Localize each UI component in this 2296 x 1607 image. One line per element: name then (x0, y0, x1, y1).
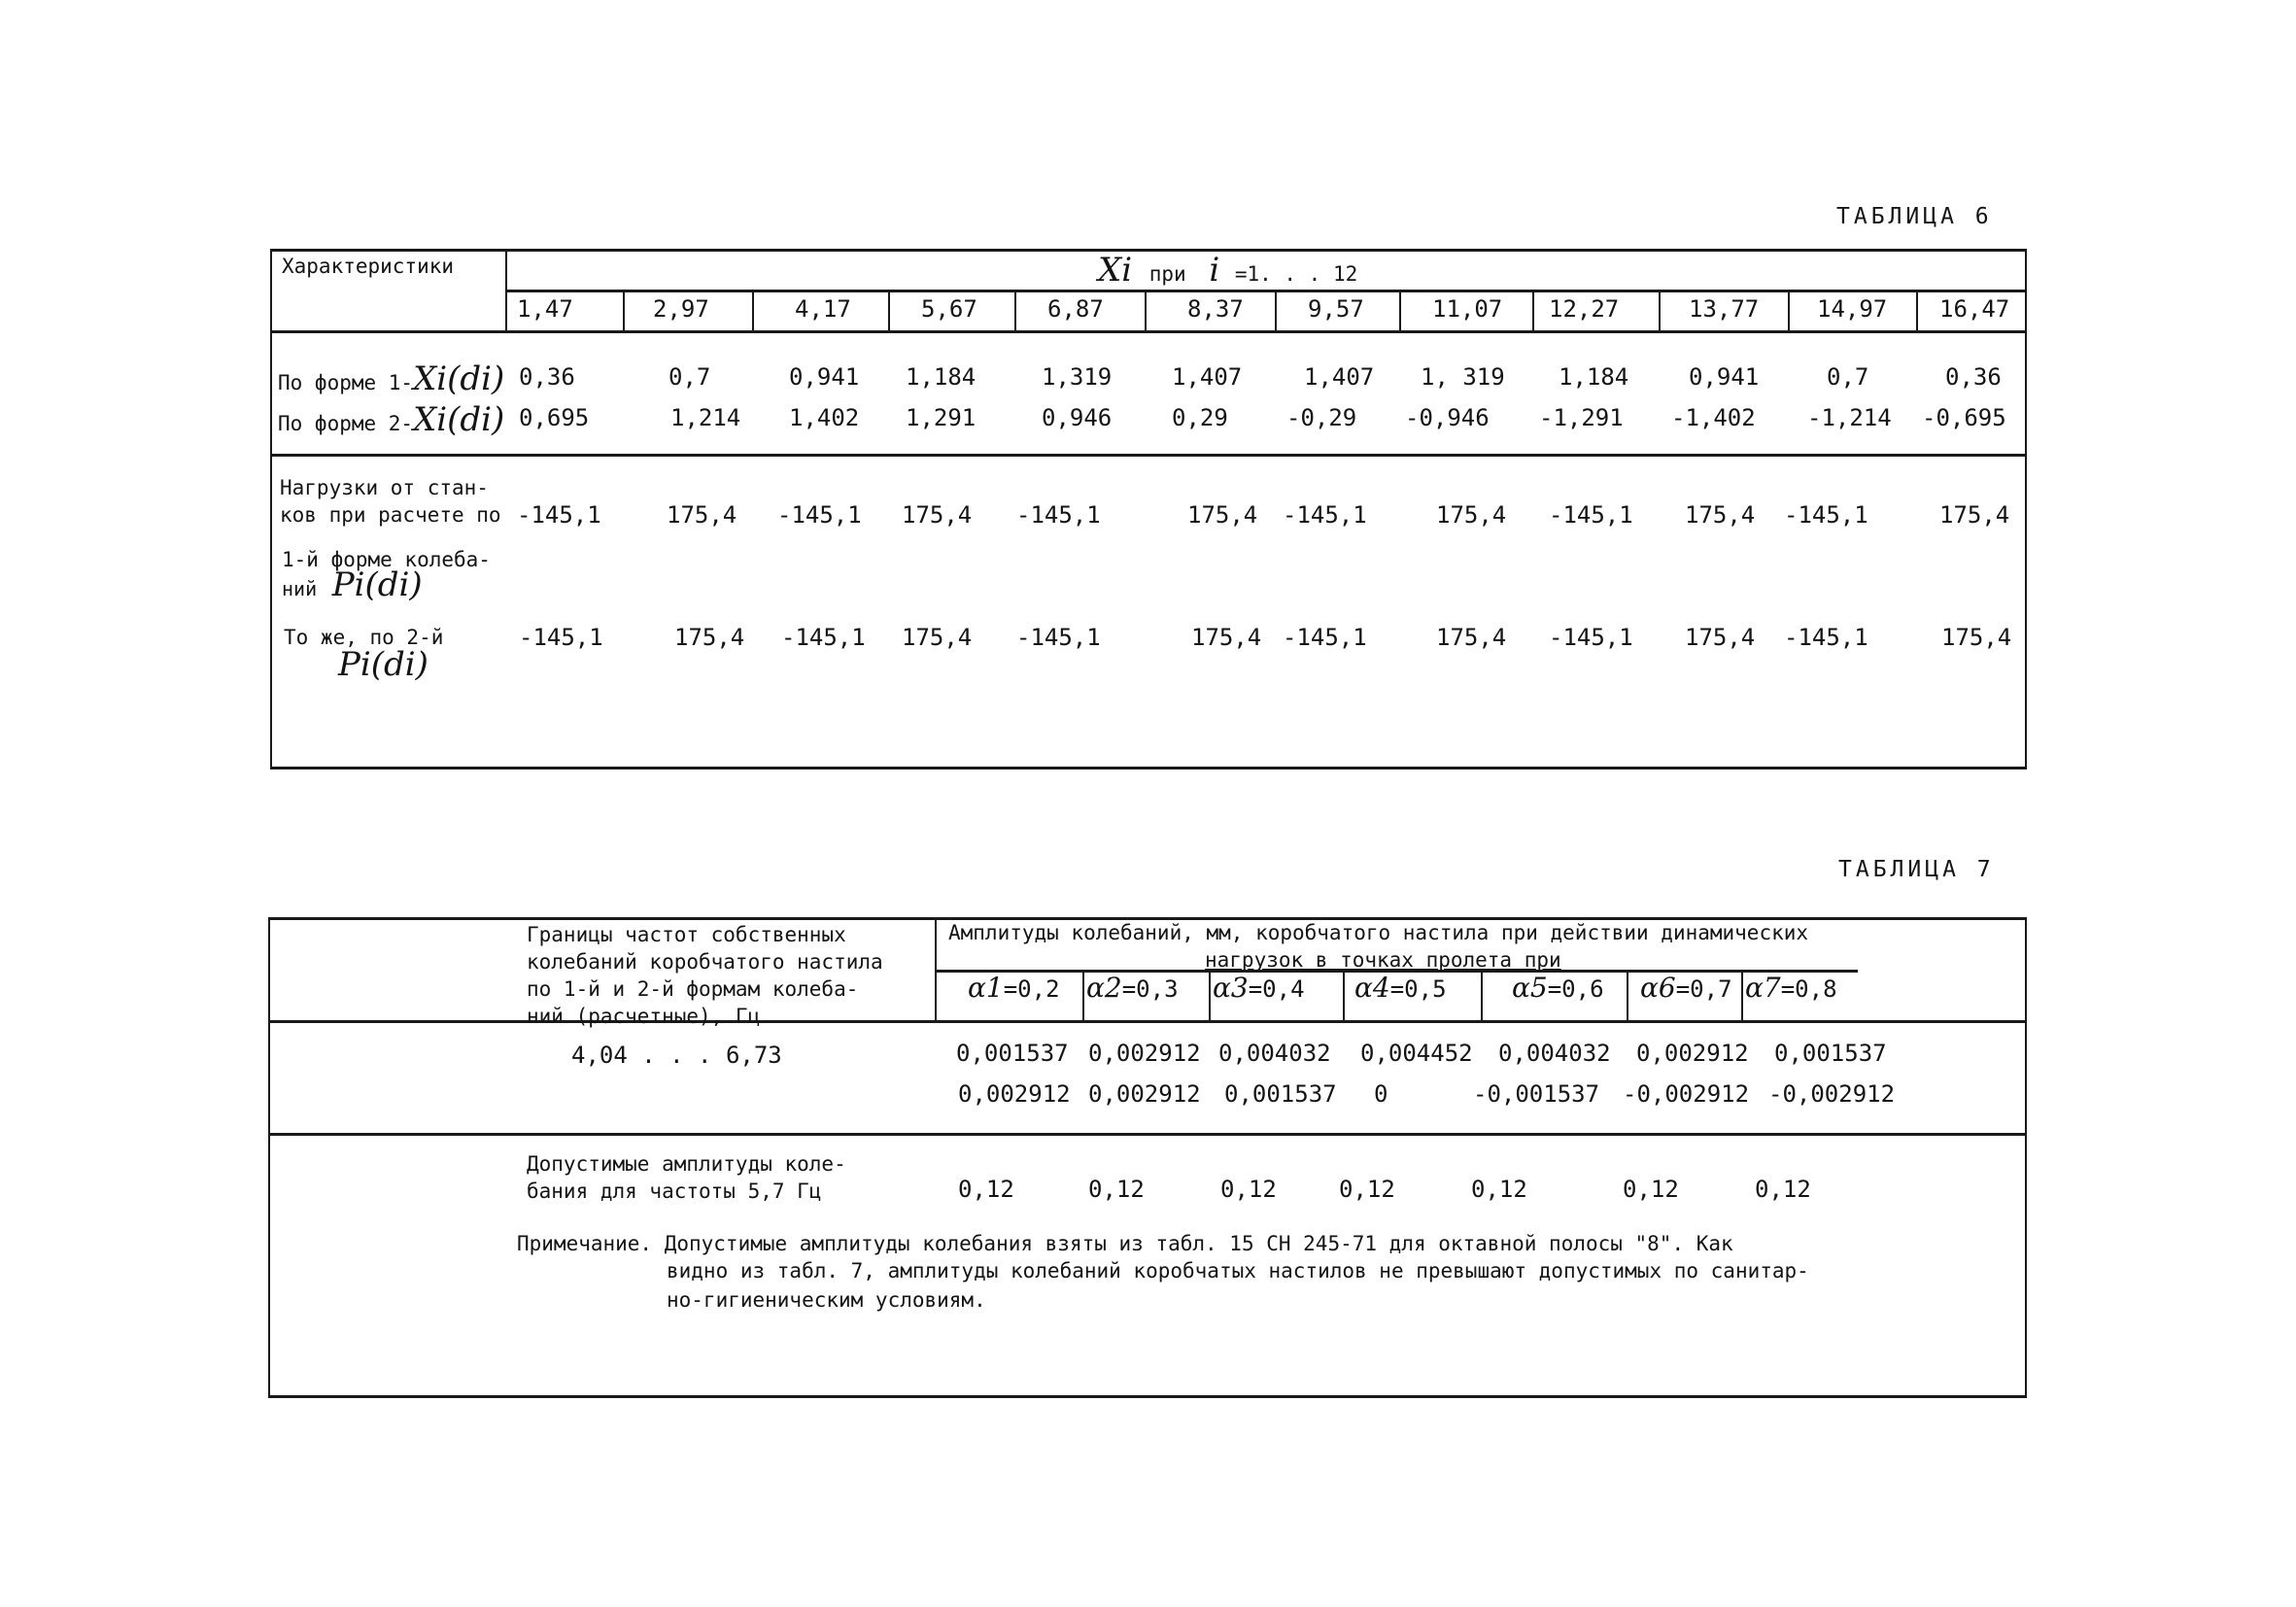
column-header: 5,67 (921, 295, 977, 323)
table-cell: -145,1 (1549, 624, 1633, 651)
frequency-range: 4,04 . . . 6,73 (571, 1042, 782, 1069)
alpha-symbol: α7 (1745, 972, 1781, 1004)
column-header: 1,47 (517, 295, 573, 323)
table-cell: 1,407 (1172, 363, 1243, 391)
table-cell: 175,4 (1939, 501, 2010, 529)
table-cell: 0,002912 (1636, 1040, 1749, 1067)
xi-di-symbol: Xi(di) (413, 400, 505, 439)
column-header: 2,97 (653, 295, 709, 323)
table-cell: 1,319 (1042, 363, 1113, 391)
table6-col-divider (1659, 290, 1661, 332)
table6-header-characteristics: Характеристики (282, 255, 455, 278)
table6-col-divider (888, 290, 890, 332)
table6-subheader-line (505, 290, 2027, 292)
alpha-value: =0,8 (1780, 975, 1837, 1003)
table-cell: 175,4 (1941, 624, 2012, 651)
table-cell: 1,214 (670, 404, 741, 431)
table7-left-border (268, 917, 270, 1398)
column-header: 11,07 (1432, 295, 1503, 323)
table-cell: 0,7 (1827, 363, 1869, 391)
table7-alpha-divider (1741, 970, 1743, 1022)
alpha-value: =0,6 (1547, 975, 1604, 1003)
table-cell: 0,004452 (1360, 1040, 1473, 1067)
table-cell: 175,4 (667, 501, 737, 529)
table-cell: -145,1 (1016, 501, 1101, 529)
column-header: 13,77 (1689, 295, 1760, 323)
table7-top-border (268, 917, 2027, 920)
pi-di-symbol: Pi(di) (338, 645, 428, 684)
xi-pri: при (1148, 262, 1186, 286)
row-form1-text: По форме 1- (278, 371, 414, 394)
table7-right-border (2025, 917, 2027, 1398)
table-cell: -1,291 (1539, 404, 1624, 431)
column-header: 8,37 (1187, 295, 1244, 323)
row-loads1-text: ний (282, 577, 318, 600)
table6-bottom-border (270, 767, 2027, 769)
table-cell: 1,402 (789, 404, 860, 431)
table-cell: -1,402 (1671, 404, 1756, 431)
row-loads1-label: 1-й форме колеба- (282, 548, 491, 571)
table-cell: 175,4 (1685, 501, 1756, 529)
alpha-symbol: α6 (1640, 972, 1676, 1004)
i-symbol: i (1209, 251, 1220, 290)
xi-di-symbol: Xi(di) (413, 359, 505, 398)
row-loads1-label: ков при расчете по (280, 503, 501, 527)
table-cell: 0,004032 (1218, 1040, 1331, 1067)
row-form1-label (278, 359, 504, 398)
table-cell: 1,407 (1304, 363, 1375, 391)
table6-right-border (2025, 249, 2027, 769)
table6-col-divider (1399, 290, 1401, 332)
table7-left-header: по 1-й и 2-й формам колеба- (527, 977, 859, 1001)
table-cell: 0,12 (958, 1176, 1014, 1203)
table-cell: 0,12 (1339, 1176, 1395, 1203)
table-cell: 0,12 (1623, 1176, 1679, 1203)
table-cell: -0,001537 (1473, 1080, 1600, 1108)
table7-left-header: ний (расчетные), Гц (527, 1005, 761, 1028)
alpha-value: =0,5 (1389, 975, 1447, 1003)
table-cell: 0,29 (1172, 404, 1228, 431)
table6-col-divider (1145, 290, 1147, 332)
table7-row-divider (268, 1133, 2027, 1136)
alpha-symbol: α2 (1086, 972, 1122, 1004)
table-cell: 0,695 (519, 404, 590, 431)
table-cell: 0,001537 (1224, 1080, 1337, 1108)
table6-col-divider (1916, 290, 1918, 332)
alpha-column-header (1213, 972, 1305, 1004)
table6-col-divider (1788, 290, 1790, 332)
table7-alpha-divider (1209, 970, 1211, 1022)
alpha-value: =0,2 (1003, 975, 1060, 1003)
alpha-symbol: α3 (1213, 972, 1249, 1004)
table6-left-border (270, 249, 272, 769)
row-form2-text: По форме 2- (278, 412, 414, 435)
table6-col-divider (752, 290, 754, 332)
table-cell: 0,36 (1945, 363, 2002, 391)
table7-note: Примечание. Допустимые амплитуды колебания взяты из табл. 15 СН 245-71 для октавной полосы "8". Как (517, 1232, 1733, 1255)
allowed-amplitude-label: Допустимые амплитуды коле- (527, 1152, 846, 1176)
table-cell: 0,001537 (1774, 1040, 1887, 1067)
table-cell: 0,002912 (1088, 1040, 1201, 1067)
alpha-column-header (1354, 972, 1447, 1004)
table6-row-divider-1 (270, 454, 2027, 457)
table-cell: 0,004032 (1498, 1040, 1611, 1067)
alpha-column-header (1512, 972, 1604, 1004)
row-loads1-label-last (282, 565, 423, 604)
table7-bottom-border (268, 1395, 2027, 1398)
table-cell: -0,002912 (1768, 1080, 1896, 1108)
xi-range: =1. . . 12 (1234, 262, 1358, 286)
table-cell: 0,001537 (956, 1040, 1069, 1067)
table-cell: -0,946 (1405, 404, 1490, 431)
table-cell: 0,941 (789, 363, 860, 391)
column-header: 16,47 (1939, 295, 2010, 323)
table6-header-divider (505, 249, 507, 332)
table-cell: 0 (1374, 1080, 1388, 1108)
table-cell: 1,184 (1559, 363, 1629, 391)
table-cell: -145,1 (1784, 624, 1868, 651)
alpha-value: =0,7 (1675, 975, 1732, 1003)
table7-alpha-divider (1481, 970, 1483, 1022)
table6-col-divider (623, 290, 625, 332)
alpha-column-header (968, 972, 1060, 1004)
alpha-symbol: α1 (968, 972, 1004, 1004)
table-cell: 0,946 (1042, 404, 1113, 431)
table7-note: но-гигиеническим условиям. (667, 1288, 986, 1312)
table-cell: -145,1 (519, 624, 603, 651)
table7-alpha-divider (1082, 970, 1084, 1022)
table-cell: -145,1 (1283, 624, 1367, 651)
alpha-column-header (1640, 972, 1732, 1004)
table-cell: 0,12 (1220, 1176, 1277, 1203)
column-header: 6,87 (1047, 295, 1104, 323)
alpha-value: =0,4 (1248, 975, 1305, 1003)
allowed-amplitude-label: бания для частоты 5,7 Гц (527, 1180, 822, 1203)
table7-note: видно из табл. 7, амплитуды колебаний коробчатых настилов не превышают допустимых по санитар- (667, 1259, 1809, 1282)
row-form2-label (278, 400, 504, 439)
table-cell: -1,214 (1807, 404, 1892, 431)
column-header: 9,57 (1308, 295, 1364, 323)
table-cell: 175,4 (674, 624, 745, 651)
row-loads1-label: Нагрузки от стан- (280, 476, 489, 499)
table-cell: 0,941 (1689, 363, 1760, 391)
table-cell: 1,291 (906, 404, 977, 431)
table-cell: 0,12 (1755, 1176, 1811, 1203)
column-header: 14,97 (1817, 295, 1888, 323)
table-cell: -145,1 (517, 501, 601, 529)
table-cell: 0,12 (1088, 1176, 1145, 1203)
table-cell: 175,4 (1436, 624, 1507, 651)
table-cell: -0,29 (1286, 404, 1357, 431)
table7-caption: ТАБЛИЦА 7 (1838, 857, 1995, 882)
table6-col-divider (1275, 290, 1277, 332)
table-cell: 175,4 (902, 624, 973, 651)
table7-alpha-divider (1627, 970, 1628, 1022)
table-cell: 0,7 (668, 363, 711, 391)
table-cell: 175,4 (1187, 501, 1258, 529)
table-cell: -0,695 (1922, 404, 2006, 431)
xi-symbol: Xi (1098, 251, 1133, 290)
column-header: 12,27 (1549, 295, 1620, 323)
table7-left-header: Границы частот собственных (527, 923, 846, 946)
table-cell: 0,36 (519, 363, 575, 391)
column-header: 4,17 (795, 295, 851, 323)
table6-col-divider (1014, 290, 1016, 332)
table-cell: 175,4 (1191, 624, 1262, 651)
table6-header-xi (1098, 251, 1357, 290)
table6-col-divider (1532, 290, 1534, 332)
table-cell: 0,002912 (958, 1080, 1071, 1108)
alpha-column-header (1086, 972, 1179, 1004)
table-cell: 0,12 (1471, 1176, 1527, 1203)
table7-right-header: нагрузок в точках пролета при (1205, 948, 1561, 972)
table-cell: -145,1 (1784, 501, 1868, 529)
table7-alpha-divider (1343, 970, 1345, 1022)
table-cell: -0,002912 (1623, 1080, 1750, 1108)
pi-di-symbol: Pi(di) (331, 565, 423, 604)
table-cell: -145,1 (1016, 624, 1101, 651)
alpha-column-header (1745, 972, 1837, 1004)
table-cell: 1, 319 (1421, 363, 1505, 391)
table-cell: 0,002912 (1088, 1080, 1201, 1108)
table-cell: 175,4 (902, 501, 973, 529)
alpha-symbol: α4 (1354, 972, 1390, 1004)
table-cell: 1,184 (906, 363, 977, 391)
table-cell: -145,1 (781, 624, 866, 651)
table6-caption: ТАБЛИЦА 6 (1836, 204, 1993, 229)
table7-header-divider (935, 917, 937, 1022)
table-cell: -145,1 (777, 501, 862, 529)
table6-header-bottom-line (270, 330, 2027, 333)
table-cell: 175,4 (1436, 501, 1507, 529)
alpha-symbol: α5 (1512, 972, 1548, 1004)
table-cell: -145,1 (1549, 501, 1633, 529)
table-cell: -145,1 (1283, 501, 1367, 529)
table-cell: 175,4 (1685, 624, 1756, 651)
table7-right-header: Амплитуды колебаний, мм, коробчатого настила при действии динамических (948, 921, 1809, 944)
row-loads2-label: То же, по 2-й (284, 626, 444, 649)
alpha-value: =0,3 (1121, 975, 1179, 1003)
table7-left-header: колебаний коробчатого настила (527, 950, 883, 974)
